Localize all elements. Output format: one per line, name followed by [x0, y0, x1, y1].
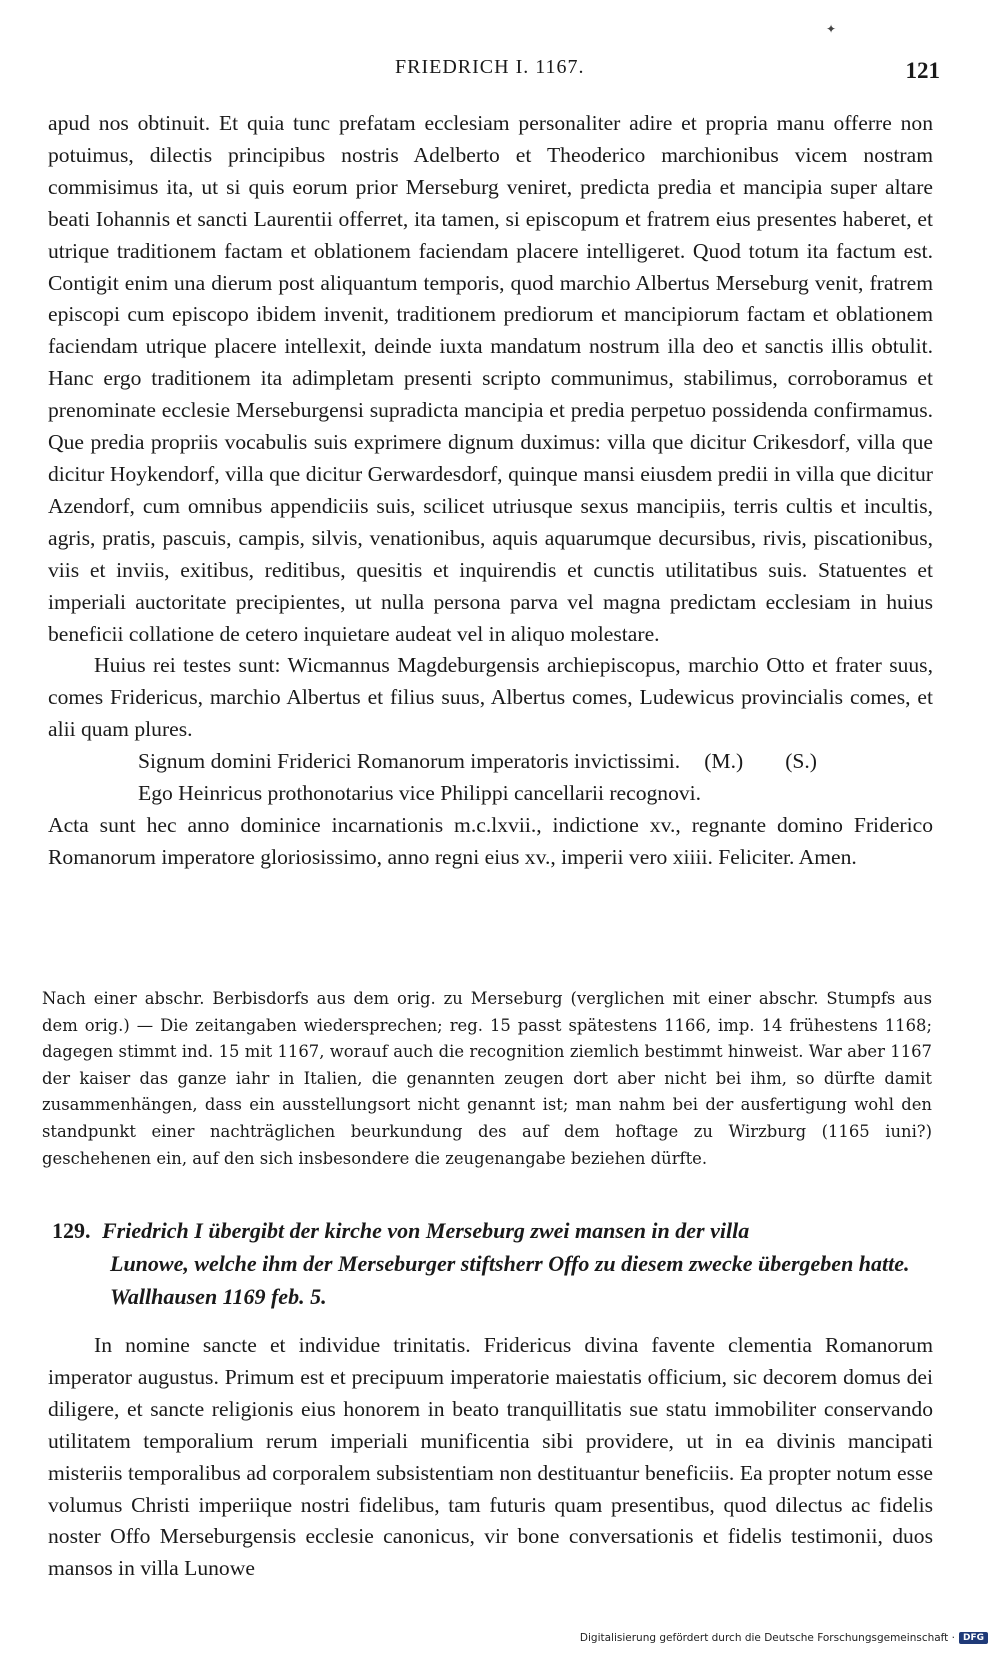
- heading-summary: Lunowe, welche ihm der Merseburger stiftsherr Offo zu diesem zwecke übergeben hatte.: [110, 1251, 910, 1276]
- signum-text: Signum domini Friderici Romanorum imperatoris invictissimi.: [138, 749, 681, 774]
- dfg-logo: DFG: [959, 1632, 988, 1644]
- editorial-note: Nach einer abschr. Berbisdorfs aus dem orig. zu Merseburg (verglichen mit einer abschr. Stumpfs aus dem orig.) — Die zeitangaben wiedersprechen; reg. 15 passt spätestens 1166, imp. 14 frühestens 1168; dagegen stimmt ind. 15 mit 1167, worauf auch die recognition ziemlich bestimmt hinweist. War aber 1167 der kaiser das ganze iahr in Italien, die genannten zeugen dort aber nicht bei ihm, so dürfte damit zusammenhängen, dass ein ausstellungsort nicht genannt ist; man nahm bei der ausfertigung wohl den standpunkt einer nachträglichen beurkundung des auf dem hoftage zu Wirzburg (1165 iuni?) geschehenen ein, auf den sich insbesondere die zeugenangabe beziehen dürfte.: [42, 989, 932, 1168]
- seal-mark: (S.): [785, 749, 817, 774]
- page-number: 121: [905, 58, 940, 83]
- witnesses-paragraph: Huius rei testes sunt: Wicmannus Magdeburgensis archiepiscopus, marchio Otto et frater suus, comes Fridericus, marchio Albertus et filius suus, Albertus comes, Ludewicus provincialis comes, et alii quam plures.: [48, 653, 933, 742]
- running-header: FRIEDRICH I. 1167.: [395, 56, 585, 78]
- acta-paragraph: Acta sunt hec anno dominice incarnationis m.c.lxvii., indictione xv., regnante domino Friderico Romanorum imperatore gloriosissimo, anno regni eius xv., imperii vero xiiii. Feliciter. Amen.: [48, 812, 933, 869]
- recognition-line: Ego Heinricus prothonotarius vice Philippi cancellarii recognovi.: [138, 781, 702, 806]
- document-number: 129.: [52, 1218, 91, 1243]
- document-heading-129: [52, 1214, 932, 1313]
- monogram-mark: (M.): [704, 749, 744, 774]
- ink-speck: ✦: [826, 22, 837, 36]
- document-129-text-block: [48, 1330, 933, 1585]
- place-date: Wallhausen 1169 feb. 5.: [110, 1284, 327, 1309]
- document-129-paragraph: In nomine sancte et individue trinitatis. Fridericus divina favente clementia Romanorum imperator augustus. Primum est et precipuum imperatorie maiestatis officium, sic decorem domus dei diligere, et sancte religionis eius honorem in beato tranquillitatis sue statu immobiliter conservando utilitatem temporalium rerum imperiali munificentia sibi providere, ut in ea divinis mancipati misteriis temporalibus ad corporalem subsistentiam non destituantur beneficiis. Ea propter notum esse volumus Christi imperiique nostri fidelibus, tam futuris quam presentibus, quod dilectus ac fidelis noster Offo Merseburgensis ecclesie canonicus, vir bone conversationis et fidelis testimonii, duos mansos in villa Lunowe: [48, 1333, 933, 1581]
- footer-text: Digitalisierung gefördert durch die Deutsche Forschungsgemeinschaft ·: [579, 1632, 955, 1644]
- heading-line-1: Friedrich I übergibt der kirche von Merseburg zwei mansen in der villa: [102, 1218, 750, 1243]
- main-text-block: [48, 108, 933, 874]
- heading-line-2: [52, 1247, 932, 1313]
- charter-continuation-paragraph: apud nos obtinuit. Et quia tunc prefatam ecclesiam personaliter adire et propria manu offerre non potuimus, dilectis principibus nostris Adelberto et Theoderico marchionibus vicem nostram commisimus ita, ut si quis eorum prior Merseburg veniret, predicta predia et mancipia super altare beati Iohannis et sancti Laurentii offerret, ita tamen, si episcopum et fratrem eius presentes haberet, et utrique traditionem factam et oblationem faciendam placere intelligeret. Quod totum ita factum est. Contigit enim una dierum post aliquantum temporis, quod marchio Albertus Merseburg venit, fratrem episcopi cum episcopo ibidem invenit, traditionem prediorum et mancipiorum factam et oblationem faciendam utrique placere intellexit, deinde iuxta mandatum nostrum illa deo et sanctis illis obtulit. Hanc ergo traditionem ita adimpletam presenti scripto communimus, stabilimus, corroboramus et prenominate ecclesie Merseburgensi supradicta mancipia et predia perpetuo possidenda confirmamus. Que predia propriis vocabulis suis exprimere dignum duximus: villa que dicitur Crikesdorf, villa que dicitur Hoykendorf, villa que dicitur Gerwardesdorf, quinque mansi eiusdem predii in villa que dicitur Azendorf, cum omnibus appendiciis suis, scilicet utriusque sexus mancipiis, terris cultis et incultis, agris, pratis, pascuis, campis, silvis, venationibus, aquis aquarumque decursibus, rivis, piscationibus, viis et inviis, exitibus, reditibus, quesitis et inquirendis et cunctis utilitatibus suis. Statuentes et imperiali auctoritate precipientes, ut nulla persona parva vel magna predictam ecclesiam in huius beneficii collatione de cetero inquietare audeat vel in aliquo molestare.: [48, 111, 933, 646]
- digitization-footer: [580, 1632, 988, 1644]
- signum-line: [48, 746, 933, 778]
